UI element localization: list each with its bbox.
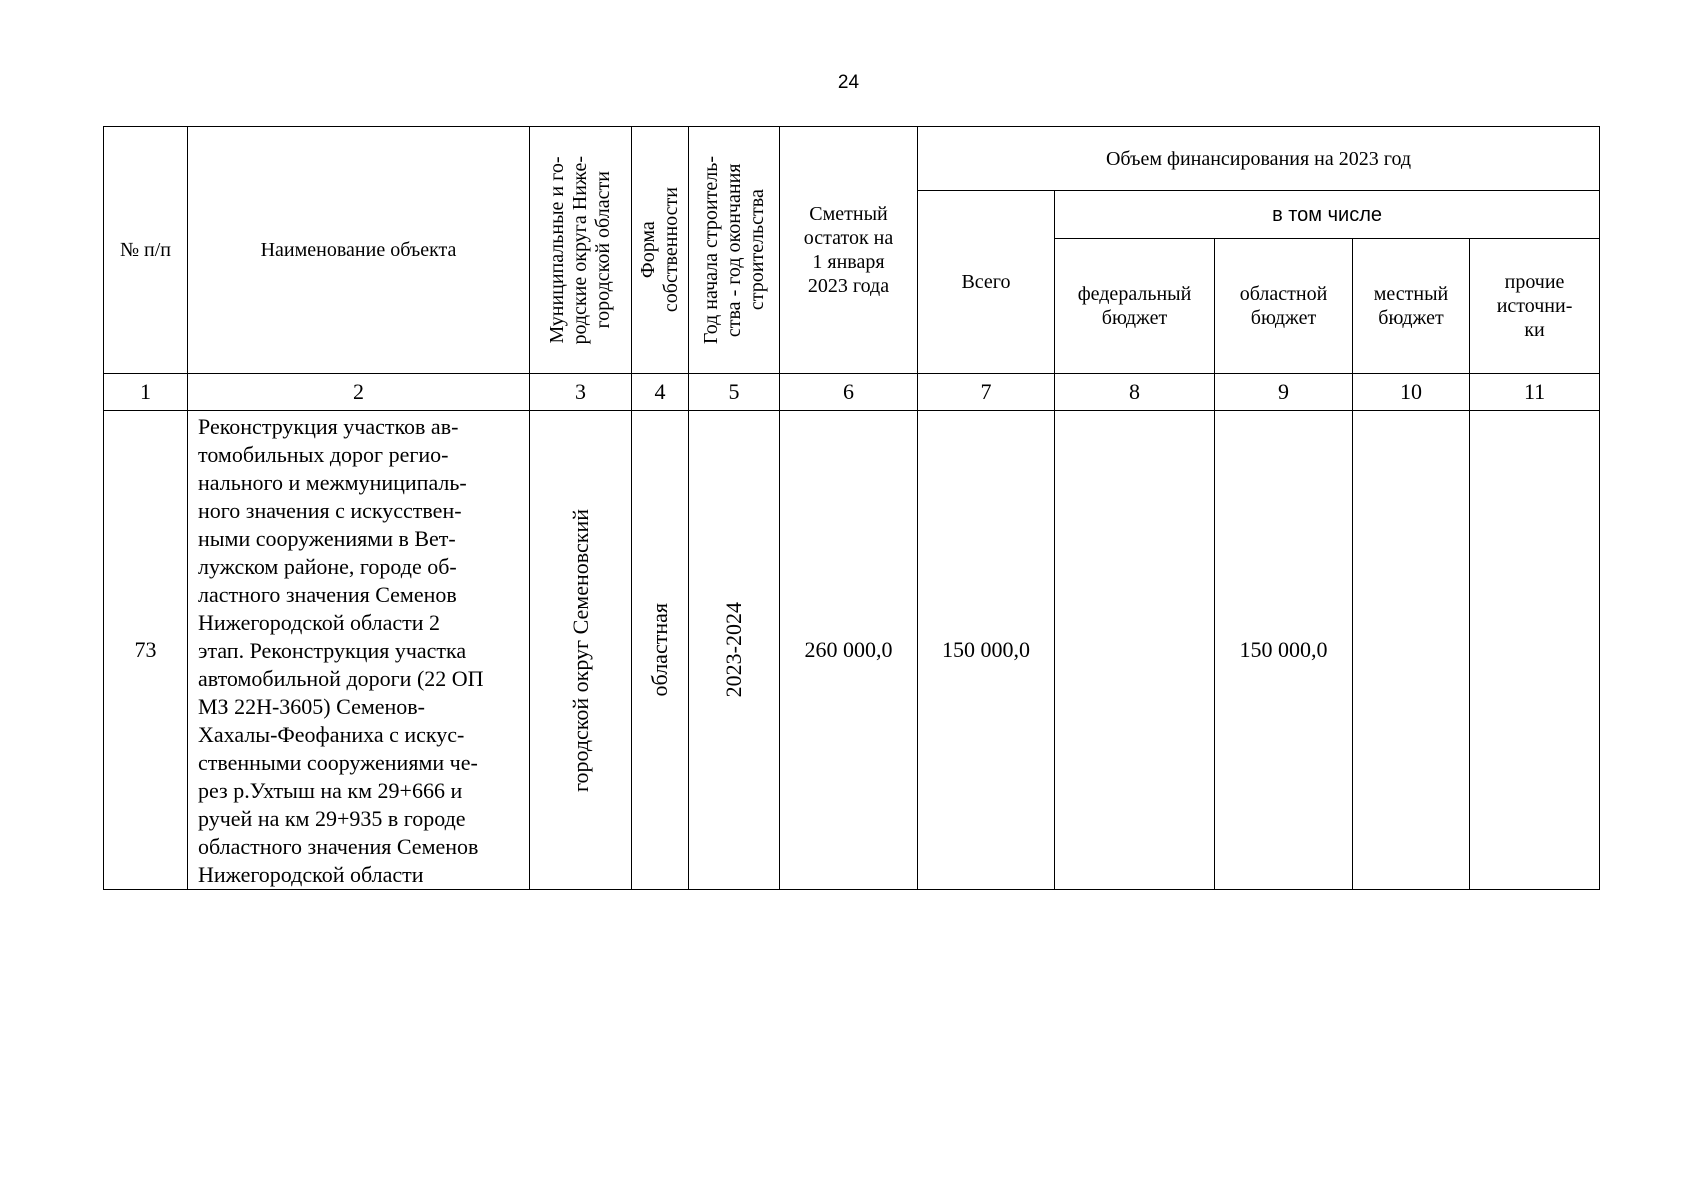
column-index-row	[104, 374, 1600, 411]
header-other: прочие источни- ки	[1470, 239, 1600, 374]
column-index: 2	[188, 374, 530, 411]
other-cell	[1470, 411, 1600, 890]
balance-cell: 260 000,0	[780, 411, 918, 890]
column-index: 10	[1353, 374, 1470, 411]
header-local: местный бюджет	[1353, 239, 1470, 374]
total-cell: 150 000,0	[918, 411, 1055, 890]
financing-table	[103, 126, 1600, 890]
column-index: 6	[780, 374, 918, 411]
row-number: 73	[104, 411, 188, 890]
header-num: № п/п	[104, 127, 188, 374]
header-name: Наименование объекта	[188, 127, 530, 374]
municipality-cell: городской округ Семеновский	[530, 411, 632, 890]
object-name: Реконструкция участков ав- томобильных дорог регио- нального и межмуниципаль- ного значения с искусствен- ными сооружениями в Вет- лужском районе, городе об- ластного значения Семенов Нижегородской области 2 этап. Реконструкция участка автомобильной дороги (22 ОП МЗ 22Н-3605) Семенов- Хахалы-Феофаниха с искус- ственными сооружениями че- рез р.Ухтыш на км 29+666 и ручей на км 29+935 в городе областного значения Семенов Нижегородской области	[188, 411, 530, 890]
header-federal: федеральный бюджет	[1055, 239, 1215, 374]
column-index: 1	[104, 374, 188, 411]
page-number: 24	[837, 72, 860, 93]
column-index: 8	[1055, 374, 1215, 411]
header-municipality: Муниципальные и го- родские округа Ниже- городской области	[530, 127, 632, 374]
federal-cell	[1055, 411, 1215, 890]
header-ownership: Форма собственности	[632, 127, 689, 374]
regional-cell: 150 000,0	[1215, 411, 1353, 890]
header-total: Всего	[918, 191, 1055, 374]
column-index: 7	[918, 374, 1055, 411]
header-balance: Сметный остаток на 1 января 2023 года	[780, 127, 918, 374]
column-index: 11	[1470, 374, 1600, 411]
ownership-cell: областная	[632, 411, 689, 890]
table-row	[104, 411, 1600, 890]
column-index: 5	[689, 374, 780, 411]
header-financing-title: Объем финансирования на 2023 год	[918, 127, 1600, 191]
column-index: 9	[1215, 374, 1353, 411]
column-index: 3	[530, 374, 632, 411]
years-cell: 2023-2024	[689, 411, 780, 890]
local-cell	[1353, 411, 1470, 890]
header-regional: областной бюджет	[1215, 239, 1353, 374]
column-index: 4	[632, 374, 689, 411]
header-years: Год начала строитель- ства - год окончания строительства	[689, 127, 780, 374]
header-including: в том числе	[1055, 191, 1600, 239]
